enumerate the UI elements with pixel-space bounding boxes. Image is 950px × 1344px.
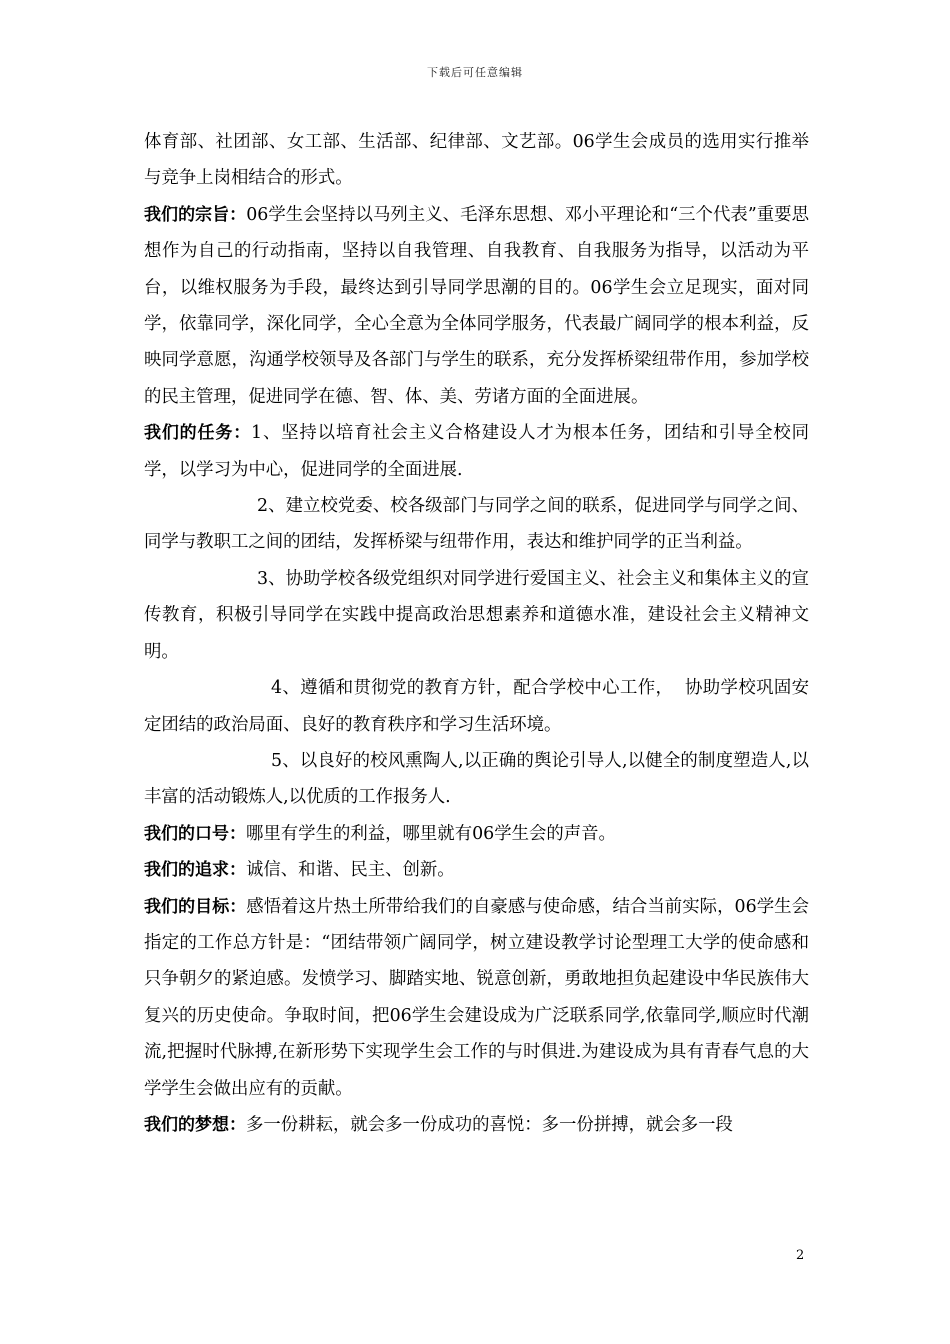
page-number: 2	[796, 1248, 805, 1263]
slogan-text: 哪里有学生的利益，哪里就有06学生会的声音。	[246, 823, 616, 844]
paragraph-task-1	[144, 415, 809, 488]
dream-text: 多一份耕耘，就会多一份成功的喜悦：多一份拼搏，就会多一段	[246, 1114, 733, 1135]
dream-label: 我们的梦想：	[144, 1114, 246, 1135]
task-label: 我们的任务：	[144, 423, 252, 444]
pursuit-text: 诚信、和谐、民主、创新。	[246, 860, 455, 881]
paragraph-task-5: 5、以良好的校风熏陶人,以正确的舆论引导人,以健全的制度塑造人,以丰富的活动锻炼人,以优质的工作报务人.	[144, 750, 809, 808]
task-1-text: 1、坚持以培育社会主义合格建设人才为根本任务，团结和引导全校同学，以学习为中心，促进同学的全面进展.	[144, 423, 810, 480]
paragraph-task-4: 4、遵循和贯彻党的教育方针，配合学校中心工作， 协助学校巩固安定团结的政治局面、良好的教育秩序和学习生活环境。	[144, 678, 809, 735]
paragraph-goal	[144, 889, 809, 1107]
slogan-label: 我们的口号：	[144, 823, 246, 844]
purpose-label: 我们的宗旨：	[144, 204, 247, 225]
pursuit-label: 我们的追求：	[144, 860, 246, 881]
goal-text: 感悟着这片热土所带给我们的自豪感与使命感，结合当前实际，06学生会指定的工作总方针是：“团结带领广阔同学，树立建设教学讨论型理工大学的使命感和只争朝夕的紧迫感。发愤学习、脚踏实地、锐意创新，勇敢地担负起建设中华民族伟大复兴的历史使命。争取时间，把06学生会建设成为广泛联系同学,依靠同学,顺应时代潮流,把握时代脉搏,在新形势下实现学生会工作的与时俱进.为建设成为具有青春气息的大学学生会做出应有的贡献。	[144, 896, 810, 1099]
paragraph-task-2: 2、建立校党委、校各级部门与同学之间的联系，促进同学与同学之间、同学与教职工之间的团结，发挥桥梁与纽带作用，表达和维护同学的正当利益。	[144, 496, 809, 553]
paragraph-slogan	[144, 816, 809, 852]
paragraph-dream	[144, 1107, 809, 1143]
paragraph-purpose	[144, 197, 809, 415]
goal-label: 我们的目标：	[144, 896, 247, 917]
document-body	[144, 124, 809, 1143]
page-header: 下载后可任意编辑	[427, 66, 523, 79]
purpose-text: 06学生会坚持以马列主义、毛泽东思想、邓小平理论和“三个代表”重要思想作为自己的行动指南，坚持以自我管理、自我教育、自我服务为指导，以活动为平台，以维权服务为手段，最终达到引导同学思潮的目的。06学生会立足现实，面对同学，依靠同学，深化同学，全心全意为全体同学服务，代表最广阔同学的根本利益，反映同学意愿，沟通学校领导及各部门与学生的联系，充分发挥桥梁纽带作用，参加学校的民主管理，促进同学在德、智、体、美、劳诸方面的全面进展。	[144, 204, 809, 407]
paragraph-departments: 体育部、社团部、女工部、生活部、纪律部、文艺部。06学生会成员的选用实行推举与竞争上岗相结合的形式。	[144, 132, 809, 189]
paragraph-pursuit	[144, 852, 809, 888]
paragraph-task-3: 3、协助学校各级党组织对同学进行爱国主义、社会主义和集体主义的宣传教育，积极引导同学在实践中提高政治思想素养和道德水准，建设社会主义精神文明。	[144, 568, 809, 662]
